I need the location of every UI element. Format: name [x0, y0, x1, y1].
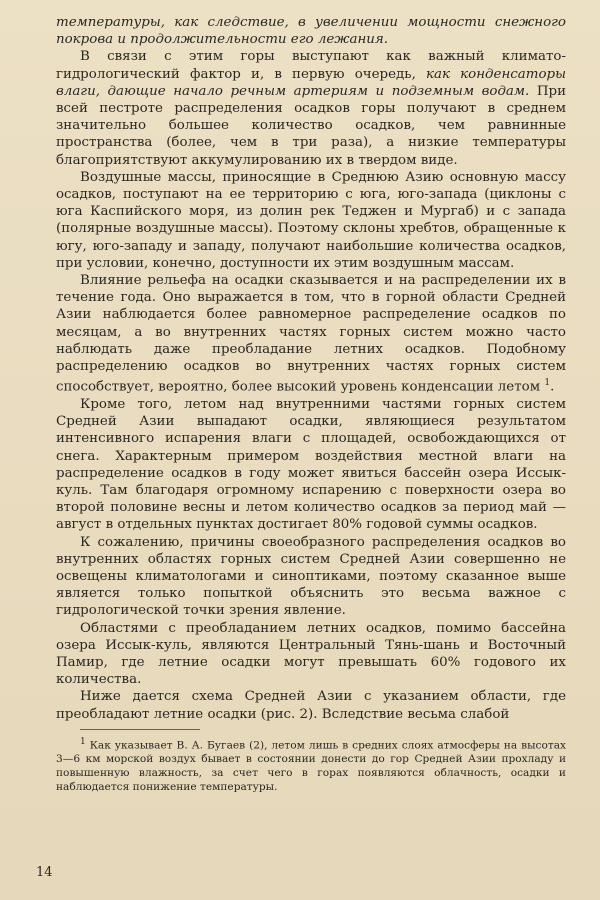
footnote-divider — [80, 729, 200, 730]
paragraph — [56, 620, 566, 689]
text-run: Кроме того, летом над внутренними частями горных систем Средней Азии выпадают осадки, являющиеся результатом интенсивного испарения влаги с площадей, освобождающихся от снега. Характерным примером воздействия местной влаги на распределение осадков в году может явиться бассейн озера Иссык-куль. Там благодаря огромному испарению с поверхности озера во второй половине весны и летом количество осадков за период май — август в отдельных пунктах достигает 80% годовой суммы осадков. — [56, 396, 566, 533]
text-run: Воздушные массы, приносящие в Среднюю Азию основную массу осадков, поступают на ее территорию с юга, юго-запада (циклоны с юга Каспийского моря, из долин рек Теджен и Мургаб) и с запада (полярные воздушные массы). Поэтому склоны хребтов, обращенные к югу, юго-западу и западу, получают наибольшие количества осадков, при условии, конечно, доступности их этим воздушным массам. — [56, 169, 566, 271]
text-run: К сожалению, причины своеобразного распределения осадков во внутренних областях горных систем Средней Азии совершенно не освещены климатологами и синоптиками, поэтому сказанное выше является только попыткой объяснить это весьма важное с гидрологической точки зрения явление. — [56, 534, 566, 619]
text-run: температуры, как следствие, в увеличении мощности снежного покрова и продолжительности его лежания. — [56, 15, 566, 48]
text-run: Влияние рельефа на осадки сказывается и на распределении их в течение года. Оно выражается в том, что в горной области Средней Азии наблюдается более равномерное распределение осадков по месяцам, а во внутренних частях горных систем можно часто наблюдать даже преобладание летних осадков. Подобному распределению осадков во внутренних частях горных систем способствует, вероятно, более высокий уровень конденсации летом — [56, 273, 566, 395]
paragraph — [56, 534, 566, 620]
footnote-marker: 1 — [80, 736, 86, 747]
paragraph — [56, 14, 566, 48]
text-run: При всей пестроте распределения осадков горы получают в среднем значительно большее количество осадков, чем равнинные пространства (более, чем в три раза), а низкие температуры благоприятствуют аккумулированию их в твердом виде. — [56, 83, 566, 168]
page-number: 14 — [36, 865, 53, 880]
text-run: Ниже дается схема Средней Азии с указанием области, где преобладают летние осадки (рис. 2). Вследствие весьма слабой — [56, 689, 566, 722]
paragraph — [56, 272, 566, 396]
text-run: В связи с этим горы выступают как важный климато-гидрологический фактор и, в первую очередь, — [56, 49, 566, 82]
text-run: . — [550, 379, 555, 395]
footnote-reference: 1 — [544, 378, 551, 389]
footnote — [56, 736, 566, 795]
footnote-text: Как указывает В. А. Бугаев (2), летом лишь в средних слоях атмосферы на высотах 3—6 км морской воздух бывает в состоянии донести до гор Средней Азии прохладу и повышенную влажность, за счет чего в горах появляются облачность, осадки и наблюдается понижение температуры. — [56, 739, 567, 793]
paragraph — [56, 48, 566, 168]
text-run: Областями с преобладанием летних осадков, помимо бассейна озера Иссык-куль, являются Центральный Тянь-шань и Восточный Памир, где летние осадки могут превышать 60% годового их количества. — [56, 620, 566, 688]
paragraph — [56, 396, 566, 534]
paragraph — [56, 169, 566, 272]
body-text — [56, 14, 566, 723]
text-run: как конденсаторы влаги, дающие начало речным артериям и подземным водам. — [56, 66, 566, 99]
paragraph — [56, 688, 566, 722]
